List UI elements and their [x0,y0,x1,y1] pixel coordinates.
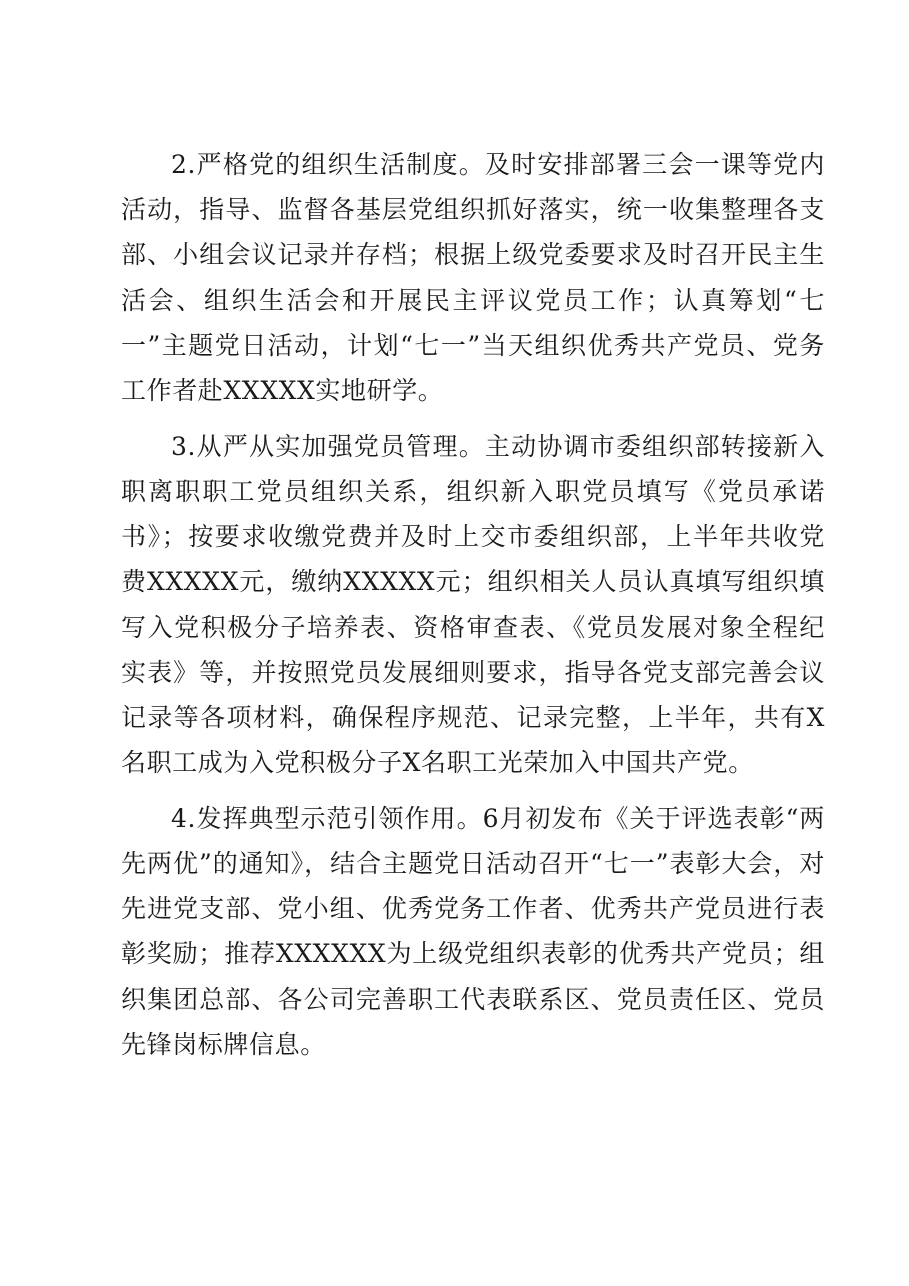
paragraph-member-management: 3.从严从实加强党员管理。主动协调市委组织部转接新入职离职职工党员组织关系，组织新入职党员填写《党员承诺书》；按要求收缴党费并及时上交市委组织部，上半年共收党费XXXXX元，缴纳XXXXX元；组织相关人员认真填写组织填写入党积极分子培养表、资格审查表、《党员发展对象全程纪实表》等，并按照党员发展细则要求，指导各党支部完善会议记录等各项材料，确保程序规范、记录完整，上半年，共有X名职工成为入党积极分子X名职工光荣加入中国共产党。 [121,431,825,778]
paragraph-exemplary-role: 4.发挥典型示范引领作用。6月初发布《关于评选表彰“两先两优”的通知》，结合主题党日活动召开“七一”表彰大会，对先进党支部、党小组、优秀党务工作者、优秀共产党员进行表彰奖励；推荐XXXXXX为上级党组织表彰的优秀共产党员；组织集团总部、各公司完善职工代表联系区、党员责任区、党员先锋岗标牌信息。 [121,803,825,1059]
document-body [121,142,825,1078]
paragraph-organization-life: 2.严格党的组织生活制度。及时安排部署三会一课等党内活动，指导、监督各基层党组织抓好落实，统一收集整理各支部、小组会议记录并存档；根据上级党委要求及时召开民主生活会、组织生活会和开展民主评议党员工作；认真筹划“七一”主题党日活动，计划“七一”当天组织优秀共产党员、党务工作者赴XXXXX实地研学。 [121,150,825,406]
